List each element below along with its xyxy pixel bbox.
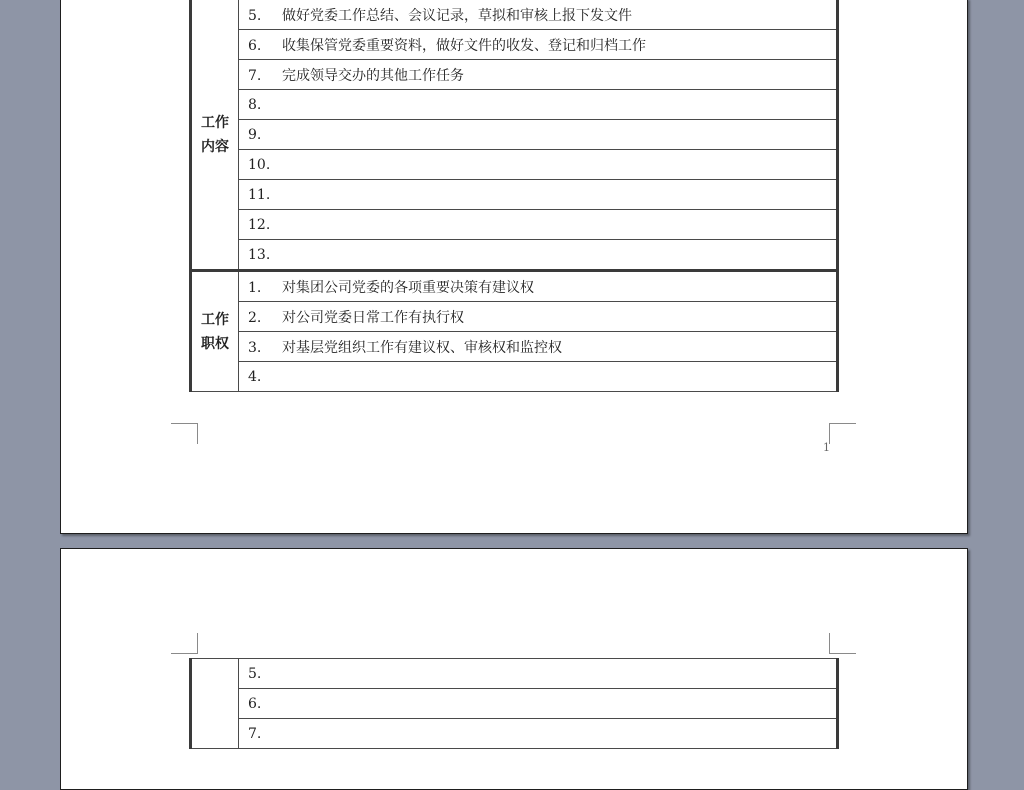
table-cell <box>239 332 838 362</box>
table-row <box>191 719 838 749</box>
item-text: 做好党委工作总结、会议记录，草拟和审核上报下发文件 <box>282 7 632 24</box>
item-number: 6. <box>248 37 262 54</box>
table-cell <box>239 30 838 60</box>
table-cell <box>239 0 838 30</box>
document-page-2 <box>60 548 968 790</box>
item-number: 7. <box>248 725 262 742</box>
table-row <box>191 0 838 30</box>
item-text: 对集团公司党委的各项重要决策有建议权 <box>282 279 534 296</box>
document-page-1 <box>60 0 968 534</box>
table-row <box>191 659 838 689</box>
section-label-line: 工作 <box>201 114 229 131</box>
item-number: 12. <box>248 216 271 233</box>
margin-corner-mark <box>829 423 856 444</box>
section-label-line: 职权 <box>201 335 229 352</box>
margin-corner-mark <box>171 423 198 444</box>
margin-corner-mark <box>829 633 856 654</box>
table-cell <box>239 271 838 302</box>
continued-table <box>189 658 839 749</box>
table-row <box>191 240 838 271</box>
work-table <box>189 0 839 392</box>
table-row <box>191 60 838 90</box>
table-row <box>191 30 838 60</box>
section-label-line: 工作 <box>201 311 229 328</box>
item-number: 5. <box>248 665 262 682</box>
section-label <box>191 271 239 392</box>
item-number: 4. <box>248 368 262 385</box>
item-number: 9. <box>248 126 262 143</box>
table-row <box>191 150 838 180</box>
section-label <box>191 0 239 271</box>
page-number: 1 <box>823 441 830 454</box>
table-cell <box>239 240 838 271</box>
table-row <box>191 302 838 332</box>
item-text: 对公司党委日常工作有执行权 <box>282 309 464 326</box>
table-cell <box>239 210 838 240</box>
section-label-line: 内容 <box>201 138 229 155</box>
table-row <box>191 180 838 210</box>
table-cell <box>239 362 838 392</box>
item-number: 1. <box>248 279 262 296</box>
table-row <box>191 120 838 150</box>
table-cell <box>239 302 838 332</box>
continued-section <box>191 659 838 749</box>
table-row <box>191 90 838 120</box>
item-text: 收集保管党委重要资料，做好文件的收发、登记和归档工作 <box>282 37 646 54</box>
item-number: 11. <box>248 186 271 203</box>
item-text: 完成领导交办的其他工作任务 <box>282 67 464 84</box>
table-cell <box>239 150 838 180</box>
table-row <box>191 689 838 719</box>
section-label <box>191 659 239 749</box>
table-cell <box>239 659 838 689</box>
table-cell <box>239 689 838 719</box>
item-number: 6. <box>248 695 262 712</box>
item-number: 10. <box>248 156 271 173</box>
item-number: 2. <box>248 309 262 326</box>
table-cell <box>239 90 838 120</box>
item-number: 8. <box>248 96 262 113</box>
table-cell <box>239 719 838 749</box>
table-cell <box>239 180 838 210</box>
work-authority-section <box>191 271 838 392</box>
item-number: 3. <box>248 339 262 356</box>
table-row <box>191 210 838 240</box>
table-row <box>191 271 838 302</box>
table-row <box>191 362 838 392</box>
item-text: 对基层党组织工作有建议权、审核权和监控权 <box>282 339 562 356</box>
item-number: 13. <box>248 246 271 263</box>
table-row <box>191 332 838 362</box>
table-cell <box>239 120 838 150</box>
work-content-section <box>191 0 838 271</box>
table-cell <box>239 60 838 90</box>
item-number: 7. <box>248 67 262 84</box>
item-number: 5. <box>248 7 262 24</box>
margin-corner-mark <box>171 633 198 654</box>
